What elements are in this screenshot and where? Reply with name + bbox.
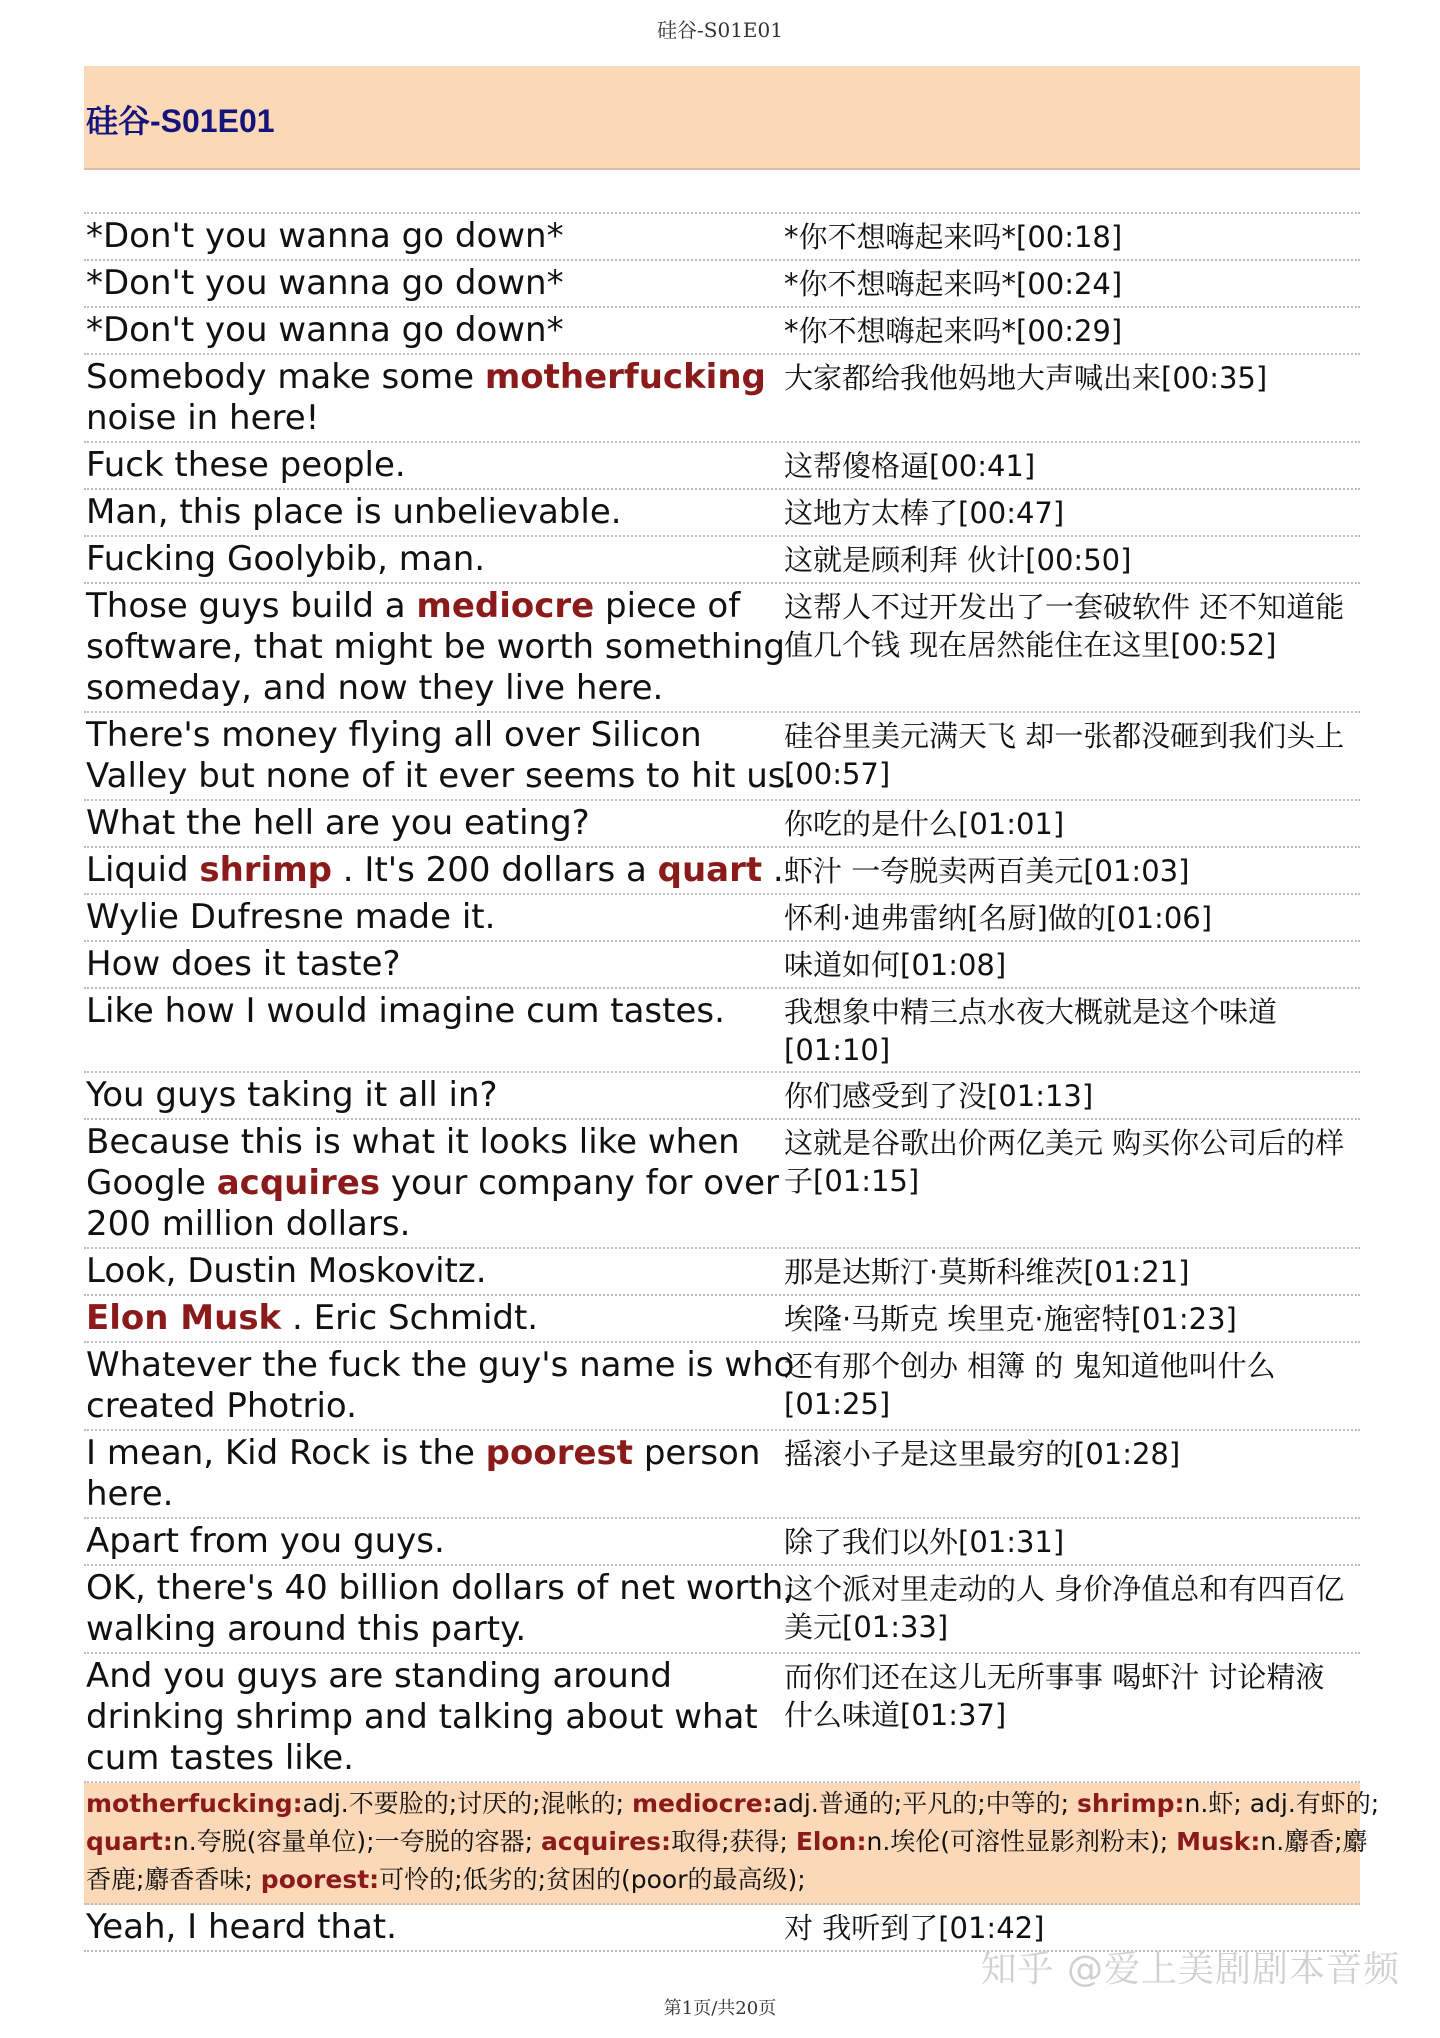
page-title: 硅谷-S01E01 — [86, 103, 275, 139]
subtitle-text: drinking shrimp and talking about what — [86, 1697, 758, 1737]
english-line — [84, 1566, 795, 1652]
subtitle-text: Whatever the fuck the guy's name is who — [86, 1345, 795, 1385]
subtitle-text: Apart from you guys. — [86, 1521, 445, 1561]
translation-text: 子[01:15] — [784, 1164, 920, 1198]
translation-text: 除了我们以外[01:31] — [784, 1525, 1065, 1559]
subtitle-text: There's money flying all over Silicon — [86, 715, 702, 755]
subtitle-text: Fucking Goolybib, man. — [86, 539, 486, 579]
english-line — [84, 1905, 784, 1950]
vocab-term: mediocre: — [631, 1789, 773, 1818]
translation-text: 美元[01:33] — [784, 1610, 949, 1644]
english-line — [84, 537, 784, 582]
chinese-line — [784, 848, 1360, 893]
keyword-highlight: acquires — [216, 1163, 381, 1203]
chinese-line — [784, 537, 1360, 582]
subtitle-text: walking around this party. — [86, 1609, 527, 1649]
subtitle-text: Man, this place is unbelievable. — [86, 492, 622, 532]
english-line — [84, 989, 784, 1071]
subtitle-row — [84, 895, 1360, 942]
vocab-term: shrimp: — [1077, 1789, 1185, 1818]
english-line — [84, 214, 784, 259]
subtitle-row — [84, 801, 1360, 848]
subtitle-text: Like how I would imagine cum tastes. — [86, 991, 725, 1031]
subtitle-text: . — [762, 850, 784, 890]
english-line — [84, 1654, 784, 1781]
vocab-definition: 香鹿;麝香香味; — [86, 1865, 261, 1894]
keyword-highlight: poorest — [485, 1433, 634, 1473]
subtitle-row — [84, 1519, 1360, 1566]
subtitle-row — [84, 1073, 1360, 1120]
english-line — [84, 490, 784, 535]
page-footer: 第1页/共20页 — [663, 1998, 777, 2019]
subtitle-text: Wylie Dufresne made it. — [86, 897, 496, 937]
page-header: 硅谷-S01E01 — [657, 18, 783, 42]
english-line — [84, 443, 784, 488]
chinese-line — [784, 942, 1360, 987]
subtitle-text: Those guys build a — [86, 586, 417, 626]
translation-text: 还有那个创办 相簿 的 鬼知道他叫什么 — [784, 1349, 1276, 1383]
english-line — [84, 584, 784, 711]
translation-text: 虾汁 一夸脱卖两百美元[01:03] — [784, 854, 1190, 888]
keyword-highlight: quart — [657, 850, 763, 890]
vocab-definition: n.麝香;麝 — [1260, 1827, 1368, 1856]
vocab-term: motherfucking: — [86, 1789, 303, 1818]
chinese-line — [784, 1073, 1360, 1118]
vocab-definition: 可怜的;低劣的;贫困的(poor的最高级); — [379, 1865, 806, 1894]
english-line — [84, 1431, 784, 1517]
english-line — [84, 801, 784, 846]
english-line — [84, 895, 784, 940]
vocab-definition: 取得;获得; — [671, 1827, 796, 1856]
subtitle-text: Valley but none of it ever seems to hit us. — [86, 756, 797, 796]
english-line — [84, 848, 784, 893]
chinese-line — [784, 1431, 1360, 1517]
subtitle-text: Fuck these people. — [86, 445, 406, 485]
translation-text: 那是达斯汀·莫斯科维茨[01:21] — [784, 1255, 1190, 1289]
subtitle-row — [84, 443, 1360, 490]
subtitle-text: OK, there's 40 billion dollars of net worth, — [86, 1568, 795, 1608]
vocab-definition: adj.普通的;平凡的;中等的; — [772, 1789, 1078, 1818]
subtitle-text: And you guys are standing around — [86, 1656, 672, 1696]
keyword-highlight: shrimp — [199, 850, 332, 890]
vocab-term: poorest: — [260, 1865, 380, 1894]
translation-text: [01:25] — [784, 1387, 891, 1421]
subtitle-text: piece of — [594, 586, 741, 626]
keyword-highlight: Elon Musk — [86, 1298, 282, 1338]
chinese-line — [784, 1566, 1360, 1652]
translation-text: 什么味道[01:37] — [784, 1698, 1007, 1732]
translation-text: 这个派对里走动的人 身价净值总和有四百亿 — [784, 1572, 1345, 1606]
english-line — [84, 1120, 784, 1247]
chinese-line — [784, 443, 1360, 488]
english-line — [84, 1343, 795, 1429]
chinese-line — [784, 214, 1360, 259]
subtitle-row — [84, 537, 1360, 584]
translation-text: 摇滚小子是这里最穷的[01:28] — [784, 1437, 1181, 1471]
subtitle-text: here. — [86, 1474, 174, 1514]
subtitle-row — [84, 989, 1360, 1073]
subtitle-row — [84, 848, 1360, 895]
subtitle-text: someday, and now they live here. — [86, 668, 664, 708]
chinese-line — [784, 584, 1360, 711]
translation-text: 这帮人不过开发出了一套破软件 还不知道能 — [784, 590, 1345, 624]
english-line — [84, 1073, 784, 1118]
english-line — [84, 1519, 784, 1564]
subtitle-text: You guys taking it all in? — [86, 1075, 498, 1115]
subtitle-text: your company for over — [380, 1163, 780, 1203]
subtitle-text: noise in here! — [86, 398, 320, 438]
subtitle-text: cum tastes like. — [86, 1738, 354, 1778]
english-line — [84, 308, 784, 353]
vocab-definition: n.虾; adj.有虾的; — [1184, 1789, 1380, 1818]
english-line — [84, 1296, 784, 1341]
chinese-line — [784, 308, 1360, 353]
chinese-line — [784, 1343, 1360, 1429]
subtitle-text: software, that might be worth something — [86, 627, 785, 667]
vocab-term: Musk: — [1176, 1827, 1261, 1856]
keyword-highlight: motherfucking — [484, 357, 766, 397]
translation-text: 埃隆·马斯克 埃里克·施密特[01:23] — [784, 1302, 1237, 1336]
translation-text: 硅谷里美元满天飞 却一张都没砸到我们头上 — [784, 719, 1345, 753]
chinese-line — [784, 713, 1360, 799]
english-line — [84, 1249, 784, 1294]
english-line — [84, 942, 784, 987]
translation-text: 这地方太棒了[00:47] — [784, 496, 1065, 530]
subtitle-row — [84, 1343, 1360, 1431]
translation-text: *你不想嗨起来吗*[00:18] — [784, 220, 1123, 254]
vocab-definition: n.夸脱(容量单位);一夸脱的容器; — [172, 1827, 541, 1856]
english-line — [84, 713, 797, 799]
translation-text: [01:10] — [784, 1033, 891, 1067]
translation-text: 这就是顾利拜 伙计[00:50] — [784, 543, 1132, 577]
english-line — [84, 261, 784, 306]
chinese-line — [784, 1249, 1360, 1294]
chinese-line — [784, 801, 1360, 846]
subtitle-row — [84, 1431, 1360, 1519]
chinese-line — [784, 261, 1360, 306]
subtitle-row — [84, 490, 1360, 537]
subtitle-row — [84, 1249, 1360, 1296]
subtitle-row — [84, 1120, 1360, 1249]
subtitle-text: I mean, Kid Rock is the — [86, 1433, 486, 1473]
translation-text: 大家都给我他妈地大声喊出来[00:35] — [784, 361, 1268, 395]
chinese-line — [784, 1296, 1360, 1341]
chinese-line — [784, 1654, 1360, 1781]
translation-text: 这帮傻格逼[00:41] — [784, 449, 1036, 483]
subtitle-text: person — [633, 1433, 761, 1473]
chinese-line — [784, 1519, 1360, 1564]
vocab-definition: adj.不要脸的;讨厌的;混帐的; — [302, 1789, 632, 1818]
translation-text: [00:57] — [784, 757, 891, 791]
subtitle-text: Because this is what it looks like when — [86, 1122, 740, 1162]
translation-text: 怀利·迪弗雷纳[名厨]做的[01:06] — [784, 901, 1213, 935]
subtitle-text: What the hell are you eating? — [86, 803, 590, 843]
vocabulary-box — [84, 1783, 1380, 1905]
vocab-term: quart: — [86, 1827, 173, 1856]
subtitle-row — [84, 355, 1360, 443]
english-line — [84, 355, 784, 441]
translation-text: 而你们还在这儿无所事事 喝虾汁 讨论精液 — [784, 1660, 1325, 1694]
translation-text: 这就是谷歌出价两亿美元 购买你公司后的样 — [784, 1126, 1345, 1160]
subtitle-row — [84, 942, 1360, 989]
subtitle-text: Google — [86, 1163, 217, 1203]
subtitle-text: . Eric Schmidt. — [281, 1298, 539, 1338]
translation-text: 我想象中精三点水夜大概就是这个味道 — [784, 995, 1278, 1029]
translation-text: *你不想嗨起来吗*[00:29] — [784, 314, 1123, 348]
keyword-highlight: mediocre — [416, 586, 595, 626]
subtitle-row — [84, 261, 1360, 308]
subtitle-row — [84, 713, 1360, 801]
translation-text: 味道如何[01:08] — [784, 948, 1007, 982]
subtitle-row — [84, 214, 1360, 261]
subtitle-row — [84, 308, 1360, 355]
subtitle-text: *Don't you wanna go down* — [86, 310, 564, 350]
subtitle-text: Yeah, I heard that. — [86, 1907, 397, 1947]
subtitle-text: Look, Dustin Moskovitz. — [86, 1251, 487, 1291]
watermark: 知乎 @爱上美剧剧本音频 — [980, 1949, 1400, 1990]
vocab-term: acquires: — [540, 1827, 672, 1856]
chinese-line — [784, 490, 1360, 535]
chinese-line — [784, 355, 1360, 441]
subtitle-text: Somebody make some — [86, 357, 485, 397]
chinese-line — [784, 1120, 1360, 1247]
subtitle-text: How does it taste? — [86, 944, 401, 984]
vocab-definition: n.埃伦(可溶性显影剂粉末); — [866, 1827, 1177, 1856]
subtitle-text: *Don't you wanna go down* — [86, 216, 564, 256]
subtitle-row — [84, 1296, 1360, 1343]
subtitle-text: Liquid — [86, 850, 200, 890]
translation-text: *你不想嗨起来吗*[00:24] — [784, 267, 1123, 301]
subtitle-text: 200 million dollars. — [86, 1204, 411, 1244]
subtitle-text: . It's 200 dollars a — [332, 850, 658, 890]
transcript-table — [84, 212, 1380, 1952]
translation-text: 你们感受到了没[01:13] — [784, 1079, 1094, 1113]
title-bar — [84, 66, 1360, 170]
subtitle-row — [84, 1566, 1360, 1654]
chinese-line — [784, 895, 1360, 940]
translation-text: 值几个钱 现在居然能住在这里[00:52] — [784, 628, 1277, 662]
translation-text: 对 我听到了[01:42] — [784, 1911, 1045, 1945]
translation-text: 你吃的是什么[01:01] — [784, 807, 1065, 841]
subtitle-text: created Photrio. — [86, 1386, 357, 1426]
subtitle-row — [84, 1654, 1360, 1783]
vocab-term: Elon: — [795, 1827, 867, 1856]
subtitle-text: *Don't you wanna go down* — [86, 263, 564, 303]
subtitle-row — [84, 584, 1360, 713]
chinese-line — [784, 989, 1360, 1071]
